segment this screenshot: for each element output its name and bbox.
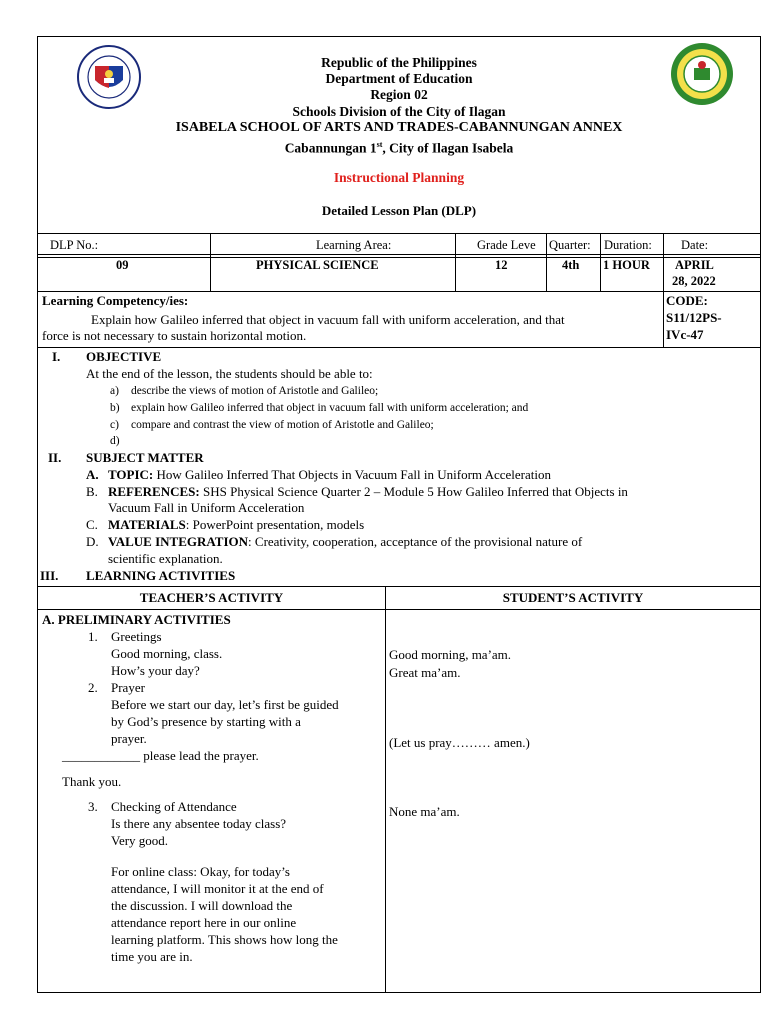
values-line	[108, 534, 582, 551]
attendance-title: Checking of Attendance	[111, 799, 237, 814]
attendance-mark: 3.	[88, 799, 98, 814]
greetings-line-2: How’s your day?	[111, 663, 200, 678]
attendance-line-1: Is there any absentee today class?	[111, 816, 287, 831]
values-text-2: scientific explanation.	[108, 551, 223, 566]
grade-level-value: 12	[495, 258, 508, 272]
department-line: Department of Education	[325, 71, 473, 86]
address-sup: st	[376, 140, 383, 149]
prayer-line-4: ____________ please lead the prayer.	[62, 748, 259, 763]
address-post: , City of Ilagan Isabela	[382, 140, 514, 156]
materials-text: : PowerPoint presentation, models	[185, 517, 365, 532]
learning-area-label: Learning Area:	[316, 238, 392, 252]
online-line-6: time you are in.	[111, 949, 193, 964]
references-label: REFERENCES:	[108, 484, 200, 499]
student-response-2: Great ma’am.	[389, 665, 461, 680]
republic-line: Republic of the Philippines	[321, 55, 477, 70]
dlp-title: Detailed Lesson Plan (DLP)	[321, 203, 477, 218]
activities-number: III.	[40, 568, 59, 583]
topic-label: TOPIC:	[108, 467, 154, 482]
objective-item-text: compare and contrast the view of motion of Aristotle and Galileo;	[131, 419, 434, 431]
greetings-title: Greetings	[111, 629, 162, 644]
prayer-line-1: Before we start our day, let’s first be guided	[111, 697, 339, 712]
duration-label: Duration:	[604, 238, 652, 252]
online-line-4: attendance report here in our online	[111, 915, 297, 930]
student-response-1: Good morning, ma’am.	[389, 647, 512, 662]
prayer-mark: 2.	[88, 680, 98, 695]
dlp-no-value: 09	[116, 258, 129, 272]
dlp-no-label: DLP No.:	[50, 238, 99, 252]
materials-mark: C.	[86, 517, 98, 532]
date-value-2: 28, 2022	[672, 274, 716, 288]
region-line: Region 02	[370, 87, 428, 102]
attendance-line-2: Very good.	[111, 833, 169, 848]
topic-line	[108, 467, 551, 484]
greetings-line-1: Good morning, class.	[111, 646, 223, 661]
materials-line	[108, 517, 364, 534]
prayer-line-3: prayer.	[111, 731, 147, 746]
division-line: Schools Division of the City of Ilagan	[292, 104, 506, 119]
references-text-2: Vacuum Fall in Uniform Acceleration	[108, 500, 305, 515]
student-response-4: None ma’am.	[389, 804, 460, 819]
quarter-value: 4th	[562, 258, 580, 272]
prayer-line-2: by God’s presence by starting with a	[111, 714, 301, 729]
subject-title: SUBJECT MATTER	[86, 450, 204, 465]
date-value-1: APRIL	[675, 258, 714, 272]
code-value-2: IVc-47	[666, 327, 704, 342]
objective-item-mark: d)	[110, 435, 120, 447]
student-activity-header: STUDENT’S ACTIVITY	[502, 590, 644, 605]
objective-item-text: describe the views of motion of Aristotle and Galileo;	[131, 385, 379, 397]
thank-you-line: Thank you.	[62, 774, 122, 789]
values-text: : Creativity, cooperation, acceptance of the provisional nature of	[248, 534, 583, 549]
topic-text: How Galileo Inferred That Objects in Vacuum Fall in Uniform Acceleration	[156, 467, 551, 482]
grade-level-label: Grade Leve	[477, 238, 536, 252]
greetings-mark: 1.	[88, 629, 98, 644]
teacher-activity-header: TEACHER’S ACTIVITY	[139, 590, 284, 605]
topic-mark: A.	[86, 467, 99, 482]
values-label: VALUE INTEGRATION	[108, 534, 249, 549]
online-line-5: learning platform. This shows how long the	[111, 932, 338, 947]
competency-text-1: Explain how Galileo inferred that object in vacuum fall with uniform acceleration, and that	[91, 312, 565, 327]
materials-label: MATERIALS	[108, 517, 186, 532]
references-mark: B.	[86, 484, 98, 499]
competency-label: Learning Competency/ies:	[42, 293, 189, 308]
learning-area-value: PHYSICAL SCIENCE	[256, 258, 379, 272]
online-line-3: the discussion. I will download the	[111, 898, 293, 913]
references-text: SHS Physical Science Quarter 2 – Module 5 How Galileo Inferred that Objects in	[203, 484, 628, 499]
code-value-1: S11/12PS-	[666, 310, 722, 325]
duration-value: 1 HOUR	[603, 258, 650, 272]
objective-item-mark: a)	[110, 385, 119, 397]
address-pre: Cabannungan 1	[284, 140, 377, 156]
quarter-label: Quarter:	[549, 238, 591, 252]
references-line	[108, 484, 628, 501]
objective-item-mark: c)	[110, 419, 119, 431]
preliminary-activities-title: A. PRELIMINARY ACTIVITIES	[42, 612, 231, 627]
code-label: CODE:	[666, 293, 708, 308]
objective-title: OBJECTIVE	[86, 349, 162, 364]
values-mark: D.	[86, 534, 99, 549]
objective-item-text: explain how Galileo inferred that object in vacuum fall with uniform acceleration; and	[131, 402, 529, 414]
online-line-2: attendance, I will monitor it at the end of	[111, 881, 324, 896]
subject-number: II.	[48, 450, 62, 465]
student-response-3: (Let us pray……… amen.)	[389, 735, 530, 750]
online-line-1: For online class: Okay, for today’s	[111, 864, 290, 879]
date-label: Date:	[681, 238, 709, 252]
activities-title: LEARNING ACTIVITIES	[86, 568, 236, 583]
objective-item-mark: b)	[110, 402, 120, 414]
instructional-planning-title: Instructional Planning	[333, 170, 465, 185]
competency-text-2: force is not necessary to sustain horizontal motion.	[42, 328, 307, 343]
school-address	[38, 137, 760, 157]
objective-number: I.	[52, 349, 61, 364]
prayer-title: Prayer	[111, 680, 145, 695]
objective-intro: At the end of the lesson, the students should be able to:	[86, 366, 373, 381]
school-name: ISABELA SCHOOL OF ARTS AND TRADES-CABANNUNGAN ANNEX	[175, 120, 623, 135]
